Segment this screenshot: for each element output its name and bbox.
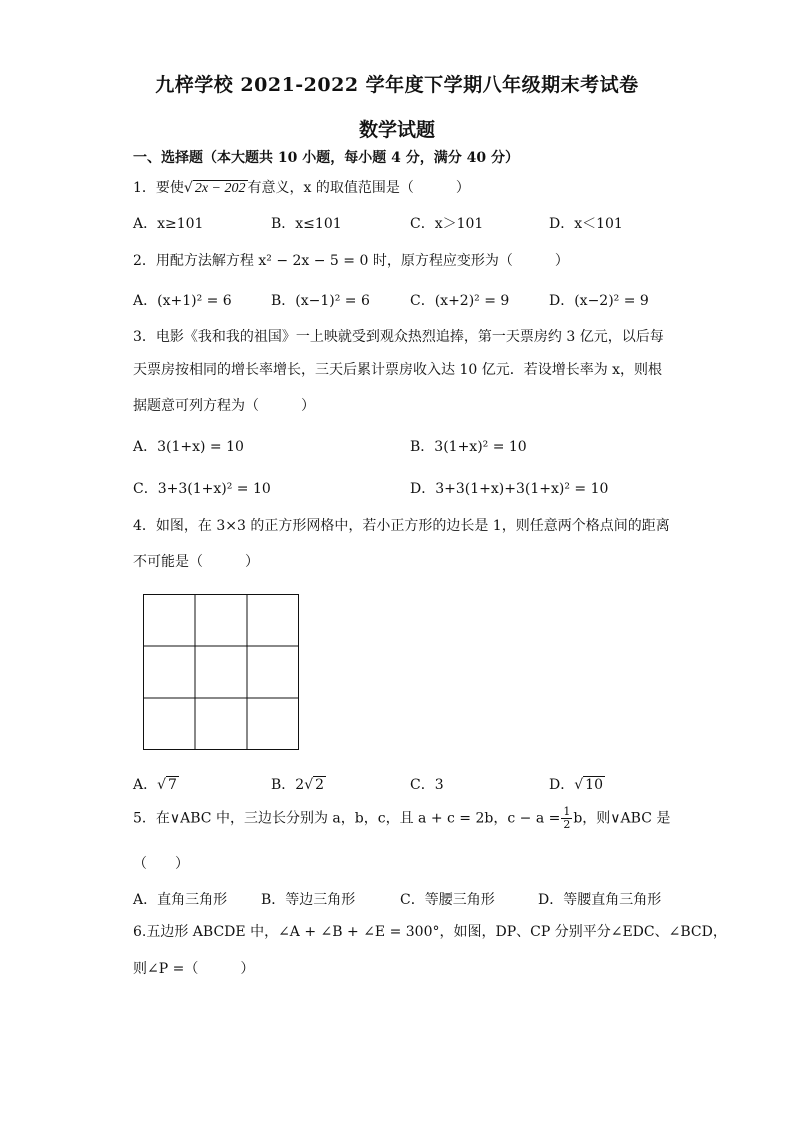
q4-option-d-prefix: D． — [549, 777, 575, 793]
q4-option-a-prefix: A． — [133, 777, 158, 793]
q4-option-b: B．2√ 2 — [271, 777, 325, 793]
q4-option-d-radicand: 10 — [585, 777, 603, 793]
question-6-line-1: 6.五边形 ABCDE 中，∠A + ∠B + ∠E = 300°，如图，DP、CP 分别平分∠EDC、∠BCD， — [133, 924, 727, 940]
question-4-line-1: 4．如图，在 3×3 的正方形网格中，若小正方形的边长是 1，则任意两个格点间的距离 — [133, 518, 670, 534]
q5-option-b: B．等边三角形 — [261, 892, 356, 908]
question-4-line-2: 不可能是（ ） — [133, 554, 259, 570]
q5-fraction-denominator: 2 — [563, 818, 571, 831]
question-5-line-2: （ ） — [133, 856, 189, 872]
q2-option-c: C．(x+2)² = 9 — [410, 293, 510, 309]
q4-option-b-radicand: 2 — [315, 777, 325, 793]
grid-3x3-figure — [143, 594, 299, 750]
exam-title: 九梓学校 2021-2022 学年度下学期八年级期末考试卷 — [155, 74, 639, 96]
q4-option-a-radicand: 7 — [168, 777, 177, 793]
q5-text-before: 5．在∨ABC 中，三边长分别为 a，b，c，且 a + c = 2b，c − a = — [133, 810, 561, 827]
question-3-line-3: 据题意可列方程为（ ） — [133, 398, 315, 414]
grid-border — [144, 595, 299, 750]
q2-option-b: B．(x−1)² = 6 — [271, 293, 370, 309]
q3-option-c: C．3+3(1+x)² = 10 — [133, 481, 271, 497]
question-5 — [133, 806, 670, 831]
q5-option-a: A．直角三角形 — [133, 892, 228, 908]
q3-option-a: A．3(1+x) = 10 — [133, 439, 244, 455]
q1-option-c: C．x＞101 — [410, 216, 484, 232]
q4-option-d: D．√ 10 — [549, 777, 603, 793]
q1-text-before: 1．要使 — [133, 180, 184, 196]
q5-option-d: D．等腰直角三角形 — [538, 892, 662, 908]
question-3-line-2: 天票房按相同的增长率增长，三天后累计票房收入达 10 亿元．若设增长率为 x，则根 — [133, 362, 663, 378]
question-3-line-1: 3．电影《我和我的祖国》一上映就受到观众热烈追捧，第一天票房约 3 亿元，以后每 — [133, 329, 664, 345]
question-1 — [133, 177, 470, 197]
q3-option-b: B．3(1+x)² = 10 — [410, 439, 527, 455]
q2-option-a: A．(x+1)² = 6 — [133, 293, 232, 309]
q1-text-after: 有意义，x 的取值范围是（ ） — [247, 180, 470, 196]
q1-option-b: B．x≤101 — [271, 216, 342, 232]
q1-option-a: A．x≥101 — [133, 216, 204, 232]
q5-fraction — [561, 806, 572, 831]
q5-option-c: C．等腰三角形 — [400, 892, 495, 908]
section-heading-choice: 一、选择题（本大题共 10 小题，每小题 4 分，满分 40 分） — [133, 150, 519, 166]
q5-text-after: b，则∨ABC 是 — [573, 810, 671, 827]
q1-radicand: 2x − 202 — [194, 181, 246, 196]
question-2: 2．用配方法解方程 x² − 2x − 5 = 0 时，原方程应变形为（ ） — [133, 253, 569, 269]
q5-fraction-numerator: 1 — [563, 805, 571, 818]
q2-option-d: D．(x−2)² = 9 — [549, 293, 649, 309]
question-6-line-2: 则∠P =（ ） — [133, 961, 255, 977]
q1-option-d: D．x＜101 — [549, 216, 623, 232]
q4-option-c: C．3 — [410, 777, 444, 793]
exam-subtitle: 数学试题 — [358, 119, 435, 141]
q4-option-b-prefix: B．2 — [271, 777, 305, 793]
q1-sqrt: √ 2x − 202 — [183, 180, 246, 196]
q4-option-a: A．√ 7 — [133, 777, 177, 793]
q3-option-d: D．3+3(1+x)+3(1+x)² = 10 — [410, 481, 609, 497]
